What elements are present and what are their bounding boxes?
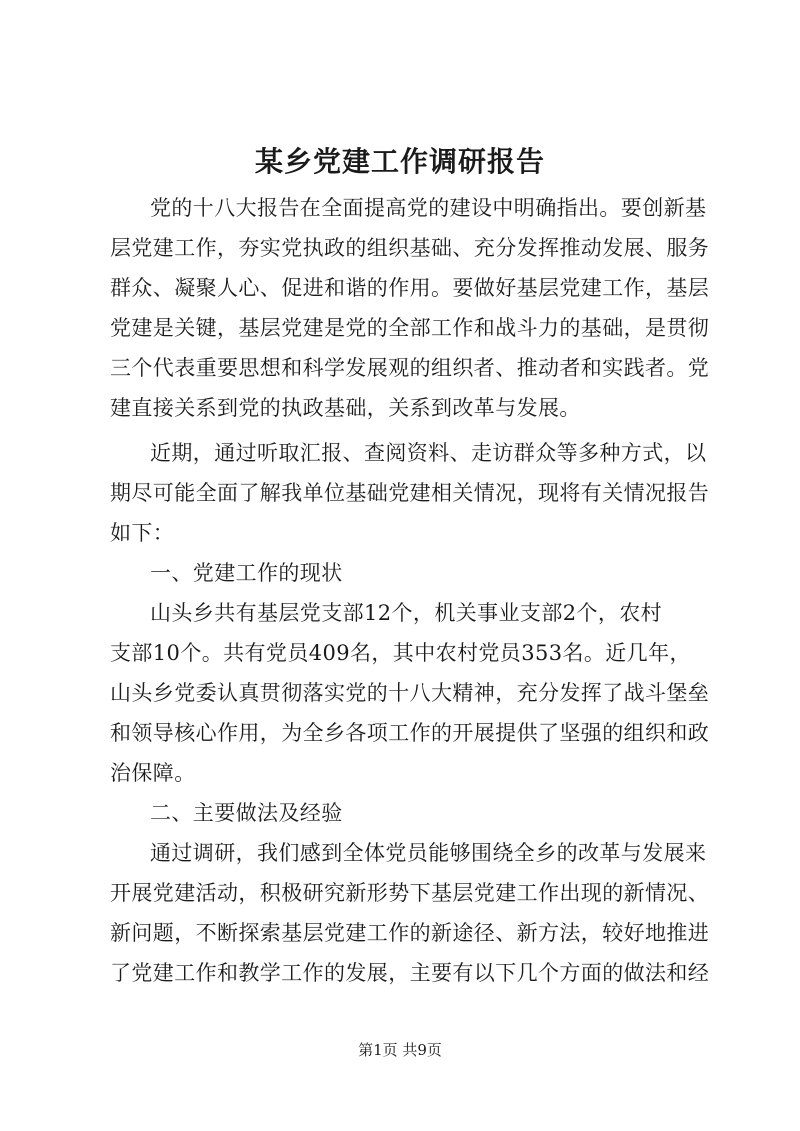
paragraph-line: 治保障。: [110, 761, 196, 785]
paragraph-line: 新问题，不断探索基层党建工作的新途径、新方法，较好地推进: [110, 921, 710, 945]
paragraph-line: 开展党建活动，积极研究新形势下基层党建工作出现的新情况、: [110, 881, 710, 905]
paragraph-line: 党建是关键，基层党建是党的全部工作和战斗力的基础，是贯彻: [110, 316, 710, 340]
paragraph-line: 层党建工作，夯实党执政的组织基础、充分发挥推动发展、服务: [110, 236, 710, 260]
page-number-footer: 第1页 共9页: [358, 1041, 442, 1059]
paragraph-line: 近期，通过听取汇报、查阅资料、走访群众等多种方式，以: [150, 441, 707, 465]
paragraph-line: 通过调研，我们感到全体党员能够围绕全乡的改革与发展来: [150, 841, 707, 865]
paragraph-line: 党的十八大报告在全面提高党的建设中明确指出。要创新基: [150, 196, 707, 220]
paragraph-line: 山头乡党委认真贯彻落实党的十八大精神，充分发挥了战斗堡垒: [110, 681, 710, 705]
section-heading: 二、主要做法及经验: [150, 801, 343, 825]
paragraph-line: 群众、凝聚人心、促进和谐的作用。要做好基层党建工作，基层: [110, 276, 710, 300]
paragraph-line: 三个代表重要思想和科学发展观的组织者、推动者和实践者。党: [110, 356, 710, 380]
paragraph-line: 如下：: [110, 521, 175, 545]
section-heading: 一、党建工作的现状: [150, 561, 343, 585]
paragraph-line: 期尽可能全面了解我单位基础党建相关情况，现将有关情况报告: [110, 481, 710, 505]
paragraph-line: 和领导核心作用，为全乡各项工作的开展提供了坚强的组织和政: [110, 721, 710, 745]
paragraph-line: 了党建工作和教学工作的发展，主要有以下几个方面的做法和经: [110, 961, 710, 985]
paragraph-line: 建直接关系到党的执政基础，关系到改革与发展。: [110, 396, 581, 420]
paragraph-line: 支部10个。共有党员409名，其中农村党员353名。近几年，: [110, 641, 691, 665]
paragraph-line: 山头乡共有基层党支部12个，机关事业支部2个，农村: [150, 601, 663, 625]
document-title: 某乡党建工作调研报告: [254, 145, 545, 178]
